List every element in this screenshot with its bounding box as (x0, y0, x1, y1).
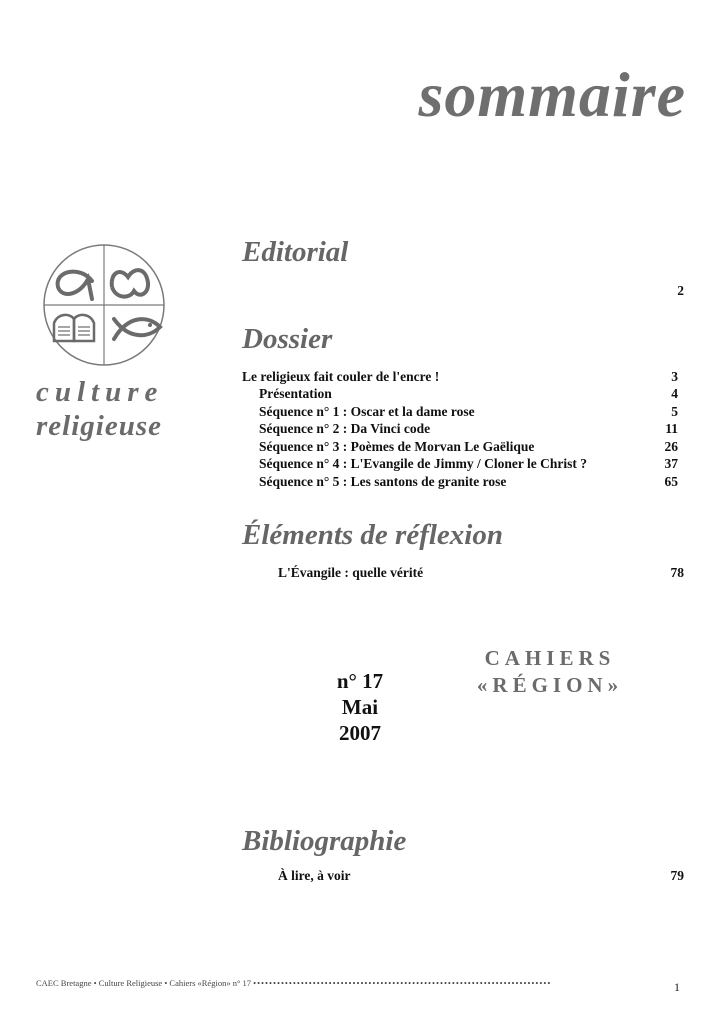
toc-item-page: 26 (664, 439, 678, 454)
alpha-omega-logo-icon (36, 243, 172, 367)
toc-item-label: Séquence n° 1 : Oscar et la dame rose (259, 404, 475, 419)
toc-item-label: Séquence n° 3 : Poèmes de Morvan Le Gaëlique (259, 439, 535, 454)
toc-item[interactable] (242, 404, 678, 420)
toc-item-page: 4 (671, 386, 678, 401)
page-footer (36, 978, 636, 988)
culture-religieuse-logo (36, 243, 172, 371)
toc-item-label: À lire, à voir (278, 868, 351, 883)
toc-item-page: 79 (670, 868, 684, 883)
section-heading-dossier: Dossier (242, 323, 333, 355)
editorial-page-number: 2 (677, 283, 684, 298)
section-heading-bibliographie: Bibliographie (242, 825, 407, 857)
footer-text: CAEC Bretagne • Culture Religieuse • Cahiers «Région» n° 17 (36, 978, 251, 988)
toc-item[interactable] (242, 439, 678, 455)
toc-item-label: Présentation (259, 386, 332, 401)
toc-item-label: Séquence n° 2 : Da Vinci code (259, 421, 431, 436)
toc-item[interactable] (242, 474, 678, 490)
issue-number: n° 17 (336, 669, 384, 693)
brand-line-culture: culture (36, 376, 164, 408)
toc-item-label: Le religieux fait couler de l'encre ! (242, 369, 440, 384)
toc-item[interactable] (242, 386, 678, 402)
toc-item-page: 3 (671, 369, 678, 384)
page-number: 1 (674, 980, 680, 994)
toc-item[interactable] (242, 565, 684, 581)
toc-item-label: Séquence n° 5 : Les santons de granite rose (259, 474, 507, 489)
toc-item-page: 65 (664, 474, 678, 489)
region-line: «RÉGION» (476, 673, 624, 697)
toc-item[interactable] (242, 456, 678, 472)
issue-month: Mai (341, 695, 379, 719)
footer-dots: ••••••••••••••••••••••••••••••••••••••••••••••••••••••••••••••••••••••••••• (253, 978, 552, 988)
toc-item-page: 5 (671, 404, 678, 419)
cahiers-line: CAHIERS (484, 646, 616, 670)
issue-info (300, 668, 420, 746)
toc-item[interactable] (242, 868, 684, 884)
section-heading-editorial: Editorial (242, 236, 349, 268)
toc-item-page: 11 (665, 421, 678, 436)
toc-item[interactable] (242, 369, 678, 385)
brand-line-religieuse: religieuse (36, 410, 162, 442)
page-title: sommaire (418, 59, 686, 130)
issue-year: 2007 (339, 721, 381, 745)
toc-item-label: Séquence n° 4 : L'Evangile de Jimmy / Cloner le Christ ? (259, 456, 588, 471)
cahiers-region-label (470, 645, 630, 699)
toc-item[interactable] (242, 421, 678, 437)
toc-item-page: 37 (664, 456, 678, 471)
toc-item-label: L'Évangile : quelle vérité (278, 565, 424, 580)
section-heading-reflexion: Éléments de réflexion (242, 519, 503, 551)
editorial-page-row[interactable] (242, 283, 684, 299)
toc-item-page: 78 (670, 565, 684, 580)
